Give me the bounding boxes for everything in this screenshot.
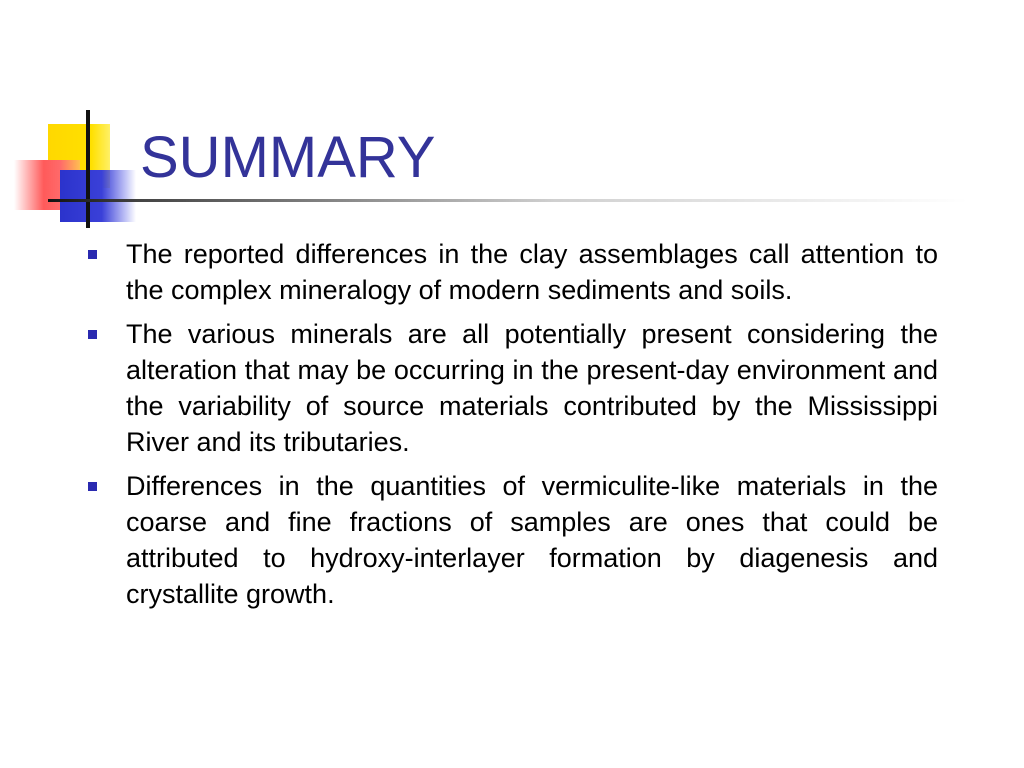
bullet-list	[88, 236, 938, 620]
bullet-text: The various minerals are all potentially present considering the alteration that may be occurring in the present-day environment and the variability of source materials contributed by the Mississippi River and its tributaries.	[126, 319, 938, 457]
bullet-item	[88, 468, 938, 612]
bullet-item	[88, 316, 938, 460]
bullet-item	[88, 236, 938, 308]
decorative-blue-square	[60, 170, 136, 222]
square-bullet-icon	[88, 482, 97, 491]
square-bullet-icon	[88, 250, 97, 259]
slide-title: SUMMARY	[140, 125, 436, 190]
square-bullet-icon	[88, 330, 97, 339]
title-underline	[48, 199, 968, 202]
bullet-text: The reported differences in the clay assemblages call attention to the complex mineralogy of modern sediments and soils.	[126, 239, 938, 305]
decorative-vertical-line	[86, 110, 90, 228]
bullet-text: Differences in the quantities of vermiculite-like materials in the coarse and fine fractions of samples are ones that could be attributed to hydroxy-interlayer formation by diagenesis and crystallite growth.	[126, 471, 938, 609]
